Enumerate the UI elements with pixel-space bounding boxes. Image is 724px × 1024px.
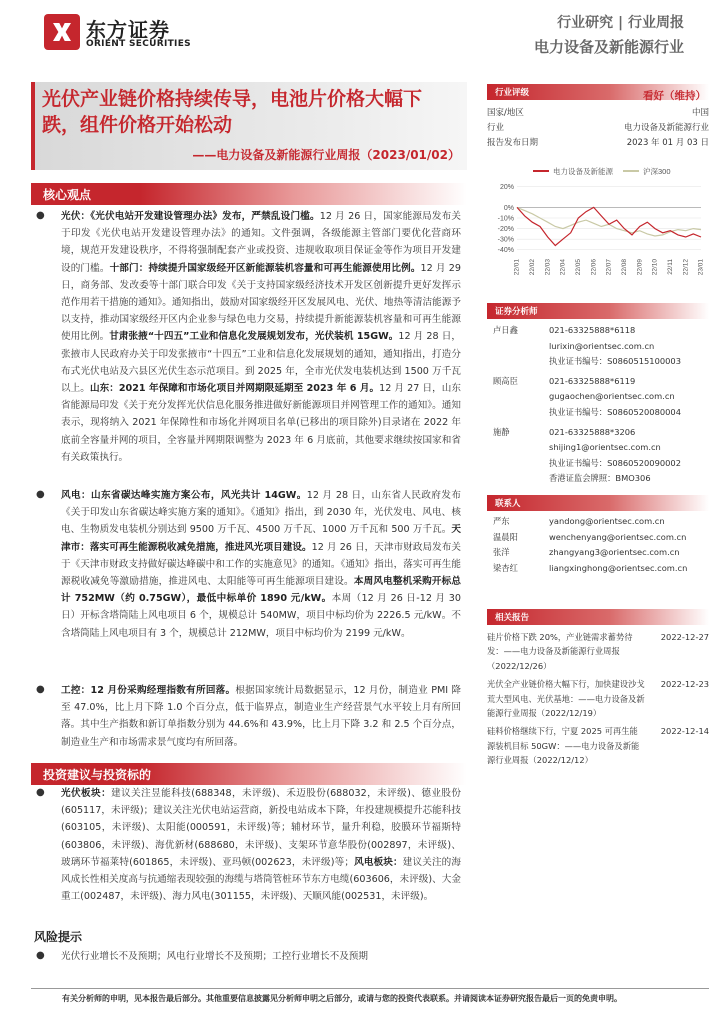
body-text: 本周（12 月 26 日-12 月 30 日）开标含塔筒陆上风电项目 6 个，规模总计 540MW，项目中标均价为 2226.5 元/kW。不含塔筒陆上风电项目有 3 个，规模总计 212MW，项目中标均价为 2199 元/kW。: [61, 593, 461, 639]
bullet-icon: ●: [36, 787, 45, 798]
info-key: 国家/地区: [487, 108, 524, 118]
analyst-entry: [493, 323, 709, 370]
y-tick-label: 20%: [499, 183, 514, 191]
y-tick-label: -40%: [497, 247, 514, 255]
contacts-label: 联系人: [495, 499, 521, 509]
info-row: [487, 106, 709, 121]
advice-text: [61, 785, 461, 905]
analyst-list: [493, 323, 709, 491]
page-title: 光伏产业链价格持续传导，电池片价格大幅下跌，组件价格开始松动: [42, 88, 423, 136]
bold-lead: 山东：2021 年保障和市场化项目并网期限延期至 2023 年 6 月。: [89, 383, 380, 395]
contact-row: [493, 545, 709, 561]
body-text: 根据国家统计局数据显示，12 月份，制造业 PMI 降至 47.0%，比上月下降 1.0 个百分点，低于临界点，制造业生产经营景气水平较上月有所回落。其中生产指数和新订单指数分别为 44.6%和 43.9%，比上月下降 3.2 和 2.5 个百分点，制造业生产和市场需求景气度均有所回落。: [61, 685, 461, 748]
risk-text: 光伏行业增长不及预期；风电行业增长不及预期；工控行业增长不及预期: [61, 951, 368, 962]
related-date: 2022-12-23: [660, 679, 709, 690]
section-advice-header: [31, 763, 467, 785]
x-tick-label: 22/03: [544, 259, 552, 276]
related-list: [487, 630, 709, 772]
body-text: 建议关注昱能科技(688348，未评级)、禾迈股份(688032，未评级)、德业股份(605117，未评级)；建议关注光伏电站运营商，新投电站成本下降，年投建规模提升芯能科技(603105，未评级)、太阳能(000591，未评级)等；辅材环节，量升利稳，胶膜环节福斯特(603806，未评级)、海优新材(688680，未评级)、支架环节意华股份(002897，未评级)、玻璃环节福莱特(601865，未评级)、亚玛顿(002623，未评级)等；: [61, 788, 462, 868]
x-tick-label: 22/07: [605, 259, 613, 276]
body-text: 建议关注的海风成长性相关度高与抗通缩表现较强的海缆与塔筒管桩环节东方电缆(603606，未评级)、大金重工(002487，未评级)、海力风电(301155，未评级)、天顺风能(002531，未评级)。: [61, 856, 462, 903]
contact-name: 严东: [493, 516, 510, 526]
info-row: [487, 121, 709, 136]
body-text: 12 月 26 日，国家能源局发布关于印发《光伏电站开发建设管理办法》的通知。文件强调，各级能源主管部门要优化营商环境，规范开发建设秩序，不得将强制配套产业或投资、违规收取项目保证金等作为项目开发建设的门槛。: [61, 211, 461, 274]
logo-cn: 东方证券: [86, 18, 170, 42]
analyst-detail: 执业证书编号：S0860520080004: [549, 406, 681, 417]
y-tick-label: -20%: [497, 226, 514, 234]
x-tick-label: 22/08: [621, 259, 629, 276]
info-key: 报告发布日期: [487, 138, 539, 148]
bullet-icon: ●: [36, 684, 45, 695]
x-tick-label: 22/09: [636, 259, 644, 276]
title-accent: [31, 82, 35, 170]
report-type: 行业研究 | 行业周报: [557, 15, 684, 31]
analysts-bar: [487, 303, 709, 319]
section-core-header: [31, 183, 467, 205]
analyst-detail: 执业证书编号：S0860515100003: [549, 356, 681, 367]
core-point-pv: [61, 208, 461, 466]
contact-list: [493, 514, 709, 576]
bold-lead: 光伏板块：: [61, 788, 112, 799]
info-value: 电力设备及新能源行业: [623, 123, 709, 133]
series-line: [517, 207, 701, 245]
analyst-name: 顾高臣: [493, 375, 518, 386]
contact-row: [493, 530, 709, 546]
analyst-detail: shijing1@orientsec.com.cn: [549, 442, 661, 453]
info-key: 行业: [487, 123, 505, 133]
analyst-detail: lurixin@orientsec.com.cn: [549, 340, 655, 351]
body-text: 12 月 26 日，天津市财政局发布关于《天津市财政支持做好碳达峰碳中和工作的实施意见》的通知。《通知》指出，落实可再生能源税收减免等激励措施，推进风电、太阳能等可再生能源项目建设。: [61, 541, 461, 588]
core-point-industry: [61, 682, 461, 751]
analyst-detail: gugaochen@orientsec.com.cn: [549, 391, 675, 402]
section-advice-label: 投资建议与投资标的: [43, 768, 152, 782]
x-tick-label: 22/10: [651, 259, 659, 276]
bold-lead: 光伏：《光伏电站开发建设管理办法》发布，严禁乱设门槛。: [61, 211, 320, 222]
bold-lead: 风电：山东省碳达峰实施方案公布，风光共计 14GW。: [61, 490, 307, 501]
y-tick-label: 0%: [503, 204, 514, 212]
bold-lead: 工控：12 月份采购经理指数有所回落。: [61, 685, 236, 696]
analyst-details: [549, 323, 709, 370]
footer-disclaimer: 有关分析师的申明，见本报告最后部分。其他重要信息披露见分析师申明之后部分，或请与您的投资代表联系。并请阅读本证券研究报告最后一页的免责申明。: [62, 994, 622, 1003]
rating-value: 看好（维持）: [643, 90, 706, 102]
contact-row: [493, 514, 709, 530]
analyst-name: 卢日鑫: [493, 325, 518, 335]
bullet-icon: ●: [36, 489, 45, 500]
legend-label: 电力设备及新能源: [553, 167, 613, 176]
bold-lead: 十部门：持续提升国家级经开区新能源装机容量和可再生能源使用比例。: [109, 262, 421, 274]
contact-name: 温晨阳: [493, 531, 518, 542]
page-subtitle: ——电力设备及新能源行业周报（2023/01/02）: [192, 148, 460, 162]
x-tick-label: 22/04: [559, 259, 567, 276]
contact-name: 梁杏红: [493, 562, 518, 573]
info-row: [487, 136, 709, 151]
company-logo-icon: [44, 14, 80, 50]
related-item: [487, 630, 709, 673]
analysts-label: 证券分析师: [495, 307, 538, 317]
contact-email: liangxinghong@orientsec.com.cn: [549, 562, 688, 573]
related-title: 硅片价格下跌 20%，产业链需求蓄势待发：——电力设备及新能源行业周报（2022/12/26）: [487, 632, 633, 671]
bold-lead: 本周风电整机采购开标总计 752MW（约 0.75GW），最低中标单价 1890 元/kW。: [61, 576, 462, 605]
rating-label: 行业评级: [495, 88, 530, 98]
industry-name: 电力设备及新能源行业: [533, 38, 684, 56]
bold-lead: 风电板块：: [353, 856, 403, 868]
core-point-wind: [61, 487, 461, 642]
body-text: 12 月 29 日，商务部、发改委等十部门联合印发《关于支持国家级经济技术开发区创新提升更好发挥示范作用若干措施的通知》。通知指出，鼓励对国家级经开区发展风电、光伏、地热等清洁能源予以支持，推动国家级经开区内企业参与绿色电力交易，持续提升新能源装机容量和可再生能源使用比例。: [61, 262, 462, 343]
analyst-detail: 香港证监会牌照：BMO306: [549, 473, 651, 484]
contact-row: [493, 561, 709, 577]
analyst-details: [549, 425, 709, 487]
performance-chart: [487, 163, 709, 295]
contact-email: zhangyang3@orientsec.com.cn: [549, 547, 680, 558]
section-core-label: 核心观点: [43, 188, 92, 202]
related-label: 相关报告: [495, 613, 530, 623]
bullet-icon: ●: [36, 950, 45, 961]
body-text: 12 月 28 日，山东省人民政府发布《关于印发山东省碳达峰实施方案的通知》。《通知》指出，到 2030 年，光伏发电、风电、核电、生物质发电装机分别达到 9500 万千瓦、4500 万千瓦、1000 万千瓦和 500 万千瓦。: [61, 490, 461, 536]
section-risk-label: 风险提示: [34, 930, 83, 944]
body-text: 12 月 28 日，张掖市人民政府办关于印发张掖市“十四五”工业和信息化发展规划的通知，通知指出，打造分布式光伏电站及六县区光伏生态示范项目。到 2025 年，全市光伏发电装机达到 1500 万千瓦以上。: [61, 331, 461, 395]
related-item: [487, 677, 709, 720]
analyst-detail: 执业证书编号：S0860520090002: [549, 457, 681, 468]
info-value: 中国: [691, 108, 709, 118]
related-date: 2022-12-27: [660, 632, 709, 642]
info-list: [487, 106, 709, 151]
y-tick-label: -10%: [497, 215, 514, 223]
bold-lead: 甘肃张掖“十四五”工业和信息化发展规划发布，光伏装机 15GW。: [109, 331, 399, 343]
bold-lead: 天津市：落实可再生能源税收减免措施，推进风光项目建设。: [61, 524, 461, 553]
analyst-details: [549, 374, 709, 421]
x-tick-label: 22/01: [513, 259, 521, 276]
contact-name: 张洋: [493, 547, 510, 558]
related-bar: [487, 609, 709, 625]
logo-en: ORIENT SECURITIES: [86, 39, 191, 49]
y-tick-label: -30%: [497, 236, 514, 244]
analyst-name: 施静: [493, 426, 510, 437]
footer-divider: [31, 988, 709, 989]
info-value: 2023 年 01 月 03 日: [626, 138, 709, 148]
contact-email: wenchenyang@orientsec.com.cn: [549, 531, 687, 542]
related-title: 光伏全产业链价格大幅下行，加快建设沙戈荒大型风电、光伏基地：——电力设备及新能源行业周报（2022/12/19）: [487, 679, 645, 719]
x-tick-label: 22/02: [529, 259, 537, 276]
analyst-detail: 021-63325888*3206: [549, 426, 636, 437]
related-item: [487, 724, 709, 767]
bullet-icon: ●: [36, 210, 45, 221]
related-date: 2022-12-14: [660, 726, 709, 737]
x-tick-label: 22/06: [590, 259, 598, 276]
x-tick-label: 22/12: [682, 259, 690, 276]
contact-email: yandong@orientsec.com.cn: [549, 516, 665, 526]
x-tick-label: 22/11: [667, 259, 675, 275]
body-text: 12 月 27 日，山东省能源局印发《关于充分发挥光伏信息化服务推进做好新能源项目并网管理工作的通知》。通知表示，现将纳入 2021 年保障性和市场化并网项目名单(已移出的项目除外)目录诸在 2022 年底前全容量并网的项目，全容量并网期限调整为 2023 年 6 月底前，其他要求继续按国家和省有关政策执行。: [61, 383, 462, 463]
x-tick-label: 23/01: [697, 259, 705, 276]
analyst-detail: 021-63325888*6119: [549, 375, 636, 386]
x-tick-label: 22/05: [575, 259, 583, 276]
analyst-entry: [493, 425, 709, 487]
contacts-bar: [487, 495, 709, 511]
analyst-entry: [493, 374, 709, 421]
analyst-detail: 021-63325888*6118: [549, 325, 636, 335]
related-title: 硅料价格继续下行，宁夏 2025 可再生能源装机目标 50GW：——电力设备及新能源行业周报（2022/12/12）: [487, 726, 640, 766]
legend-label: 沪深300: [643, 167, 671, 176]
